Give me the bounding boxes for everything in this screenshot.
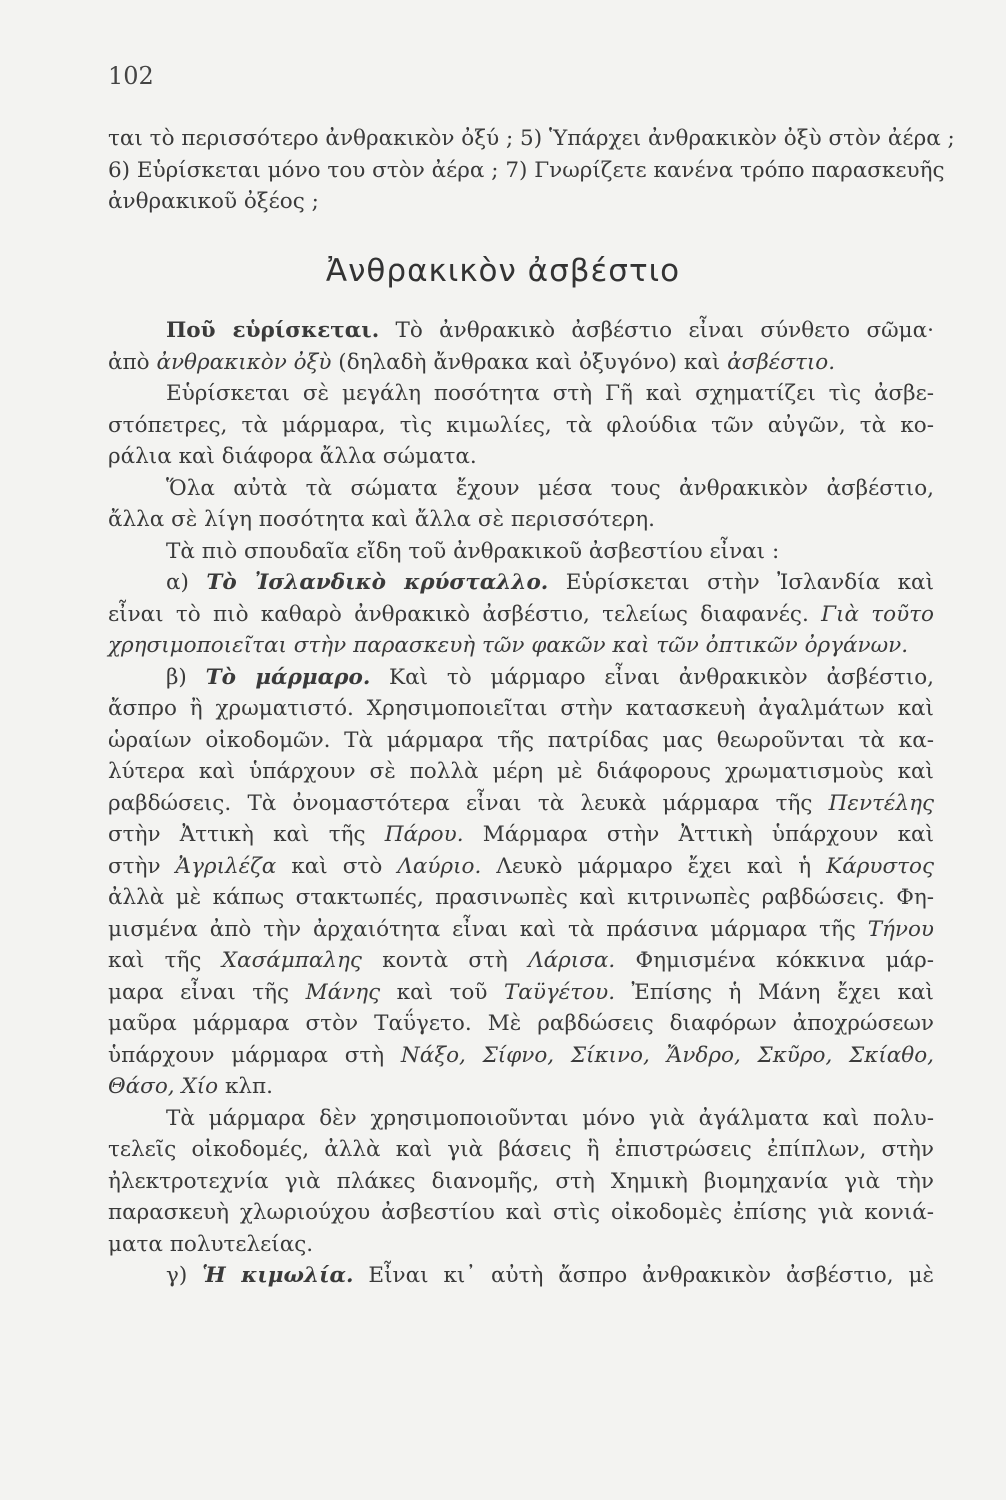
text-line [108,1040,934,1072]
item-title: Τὸ μάρμαρο. [205,664,371,690]
italic-run: Λάρισα. [528,948,616,973]
text-line: χρησιμοποιεῖται στὴν παρασκευὴ τῶν φακῶν καὶ τῶν ὀπτικῶν ὀργάνων. [108,633,909,658]
text-line: 6) Εὑρίσκεται μόνο του στὸν ἀέρα ; 7) Γνωρίζετε κανένα τρόπο παρασκευῆς [108,157,945,183]
text-run: Εἶναι κι᾽ αὐτὴ ἄσπρο ἀνθρακικὸν ἀσβέστιο, μὲ [353,1263,934,1288]
text-run: εἶναι τὸ πιὸ καθαρὸ ἀνθρακικὸ ἀσβέστιο, τελείως διαφανές. [108,601,822,627]
text-line [108,788,934,820]
italic-run: Γιὰ τοῦτο [821,601,934,627]
italic-run: Ταϋγέτου. [503,979,616,1005]
text-run: Φημισμένα κόκκινα μάρ- [615,948,934,973]
text-run: Μάρμαρα στὴν Ἀττικὴ ὑπάρχουν καὶ [463,822,934,847]
text-line: ἄλλα σὲ λίγη ποσότητα καὶ ἄλλα σὲ περισσότερη. [108,507,655,532]
text-run: ὑπάρχουν μάρμαρα στὴ [108,1042,401,1068]
text-run: ραβδώσεις. Τὰ ὀνομαστότερα εἶναι τὰ λευκὰ μάρμαρα τῆς [108,790,829,816]
text-run: Εὑρίσκεται στὴν Ἰσλανδία καὶ [548,570,934,595]
italic-run: ἀνθρακικὸν ὀξὺ [156,349,332,375]
text-run: Λευκὸ μάρμαρο ἔχει καὶ ἡ [481,853,827,879]
text-line: ράλια καὶ διάφορα ἄλλα σώματα. [108,444,477,469]
text-line [108,315,934,347]
list-label: γ) [166,1263,188,1288]
text-run: καὶ στὸ [276,853,398,879]
text-line: παρασκευὴ χλωριούχου ἀσβεστίου καὶ στὶς οἰκοδομὲς ἐπίσης γιὰ κονιά- [108,1200,934,1225]
text-run: καὶ τῆς [108,948,222,973]
text-line: ματα πολυτελείας. [108,1231,314,1257]
text-run: κοντὰ στὴ [361,948,529,973]
italic-run: Τήνου [867,916,934,942]
text-line [108,851,934,883]
text-line: Εὑρίσκεται σὲ μεγάλη ποσότητα στὴ Γῆ καὶ σχηματίζει τὶς ἀσβε- [166,381,934,406]
item-title: Ἡ κιμωλία. [202,1263,354,1288]
text-line [108,599,934,631]
text-line [108,662,934,694]
text-run: καὶ τοῦ [380,979,504,1005]
text-line [108,914,934,946]
text-line [108,567,934,599]
text-line: Τὰ πιὸ σπουδαῖα εἴδη τοῦ ἀνθρακικοῦ ἀσβεστίου εἶναι : [166,538,780,564]
text-line: λύτερα καὶ ὑπάρχουν σὲ πολλὰ μέρη μὲ διάφορους χρωματισμοὺς καὶ [108,759,934,784]
text-line: στόπετρες, τὰ μάρμαρα, τὶς κιμωλίες, τὰ φλούδια τῶν αὐγῶν, τὰ κο- [108,412,934,438]
italic-run: Λαύριο. [397,853,482,879]
section-heading: Ἀνθρακικὸν ἀσβέστιο [325,253,681,289]
text-line: ται τὸ περισσότερο ἀνθρακικὸν ὀξύ ; 5) Ὑπάρχει ἀνθρακικὸν ὀξὺ στὸν ἀέρα ; [108,126,955,151]
text-run: στὴν Ἀττικὴ καὶ τῆς [108,822,385,847]
text-line: ἀλλὰ μὲ κάπως στακτωπές, πρασινωπὲς καὶ κιτρινωπὲς ραβδώσεις. Φη- [108,885,934,910]
lead-phrase: Ποῦ εὑρίσκεται. [166,318,380,343]
text-line [108,945,934,977]
italic-run: Κάρυστος [826,853,935,879]
text-line [108,819,934,851]
italic-run: Μάνης [305,979,381,1005]
text-line [108,1071,934,1103]
list-label: α) [166,570,189,595]
text-run: Καὶ τὸ μάρμαρο εἶναι ἀνθρακικὸν ἀσβέστιο, [370,664,934,690]
body-text [108,315,934,1292]
text-run: μισμένα ἀπὸ τὴν ἀρχαιότητα εἶναι καὶ τὰ πράσινα μάρμαρα τῆς [108,916,868,942]
item-title: Τὸ Ἰσλανδικὸ κρύσταλλο. [206,570,549,595]
text-line: τελεῖς οἰκοδομές, ἀλλὰ καὶ γιὰ βάσεις ἢ ἐπιστρώσεις ἐπίπλων, στὴν [108,1137,934,1162]
text-line: Τὰ μάρμαρα δὲν χρησιμοποιοῦνται μόνο γιὰ ἀγάλματα καὶ πολυ- [166,1105,934,1131]
italic-run: Πεντέλης [828,790,934,816]
italic-run: Θάσο, Χίο [108,1074,219,1099]
text-line: ἀνθρακικοῦ ὀξέος ; [108,189,319,214]
text-run: (δηλαδὴ ἄνθρακα καὶ ὀξυγόνο) καὶ [331,349,728,375]
italic-run: ἀσβέστιο. [727,349,836,375]
page-number: 102 [108,62,154,90]
text-run: Τὸ ἀνθρακικὸ ἀσβέστιο εἶναι σύνθετο σῶμα· [379,318,934,343]
text-run: Ἐπίσης ἡ Μάνη ἔχει καὶ [615,979,934,1005]
text-run: μαρα εἶναι τῆς [108,979,306,1005]
text-line: ἠλεκτροτεχνία γιὰ πλάκες διανομῆς, στὴ Χημικὴ βιομηχανία γιὰ τὴν [108,1168,934,1194]
text-line [108,347,934,379]
text-run: στὴν [108,853,176,879]
text-run: κλπ. [218,1074,273,1099]
text-line: Ὅλα αὐτὰ τὰ σώματα ἔχουν μέσα τους ἀνθρακικὸν ἀσβέστιο, [166,475,934,501]
intro-paragraph [108,123,955,218]
text-line [108,977,934,1009]
text-line [108,1260,934,1292]
italic-run: Νάξο, Σίφνο, Σίκινο, Ἄνδρο, Σκῦρο, Σκίαθο, [400,1042,934,1068]
text-line: ὡραίων οἰκοδομῶν. Τὰ μάρμαρα τῆς πατρίδας μας θεωροῦνται τὰ κα- [108,727,934,753]
text-run: ἀπὸ [108,349,157,375]
italic-run: Χασάμπαλης [221,948,362,973]
italic-run: Ἀγριλέζα [175,853,277,879]
italic-run: Πάρου. [384,822,464,847]
list-label: β) [166,664,187,690]
text-line: μαῦρα μάρμαρα στὸν Ταΰγετο. Μὲ ραβδώσεις διαφόρων ἀποχρώσεων [108,1011,934,1036]
text-line: ἄσπρο ἢ χρωματιστό. Χρησιμοποιεῖται στὴν κατασκευὴ ἀγαλμάτων καὶ [108,696,934,721]
